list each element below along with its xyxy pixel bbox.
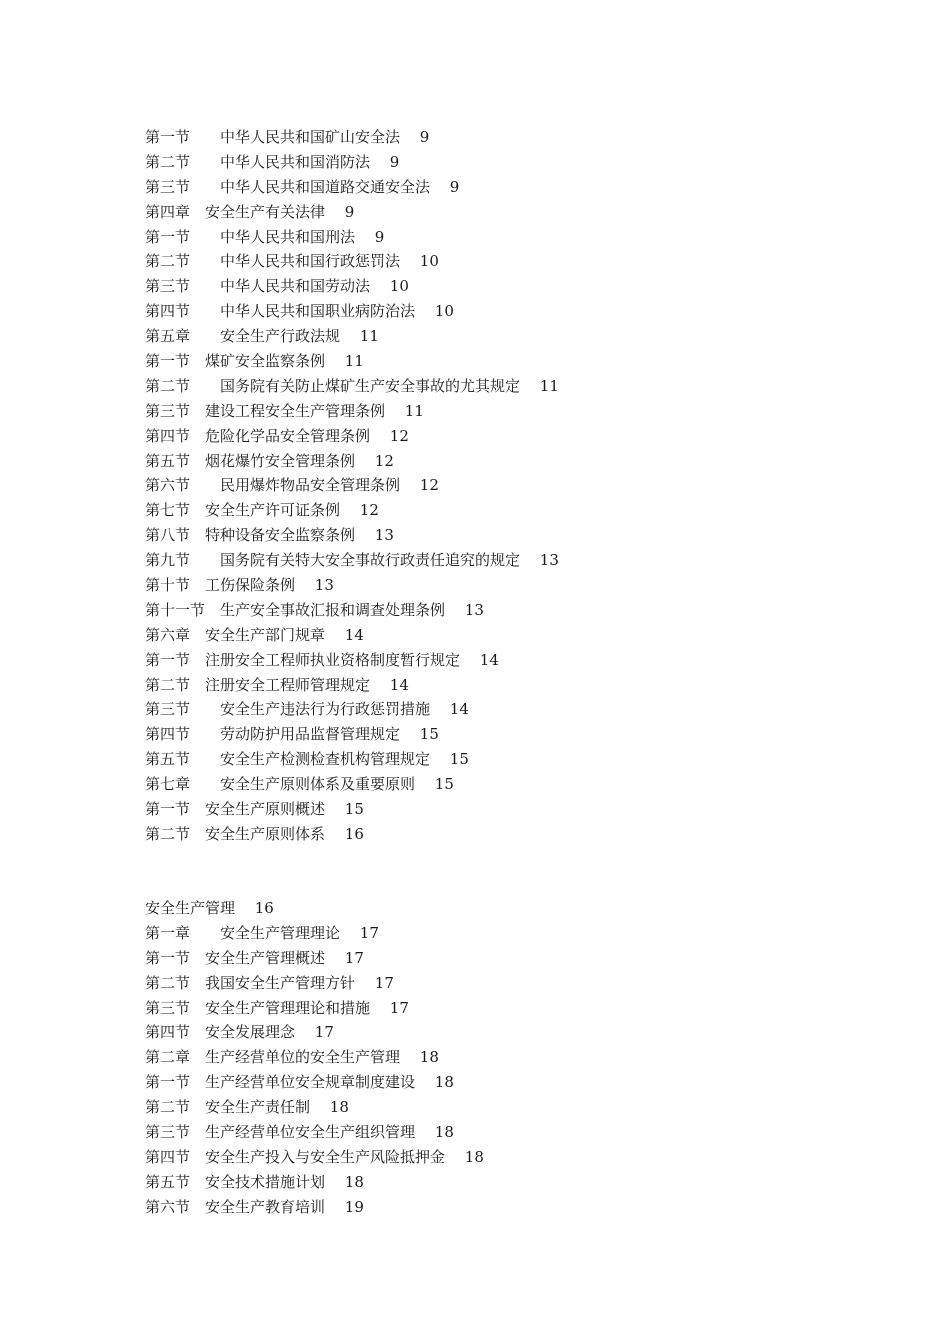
toc-entry: 第七章 安全生产原则体系及重要原则 15: [145, 775, 454, 794]
toc-entry: 第二节 中华人民共和国消防法 9: [145, 152, 400, 171]
toc-entry: 安全生产管理 16: [145, 899, 274, 917]
toc-entry: 第一节 注册安全工程师执业资格制度暂行规定 14: [145, 650, 499, 669]
toc-entry: 第五节 安全生产检测检查机构管理规定 15: [145, 750, 469, 769]
toc-entry: 第四节 劳动防护用品监督管理规定 15: [145, 725, 439, 744]
toc-entry: 第五节 烟花爆竹安全管理条例 12: [145, 451, 394, 470]
toc-entry: 第一节 安全生产管理概述 17: [145, 948, 364, 967]
toc-entry: 第九节 国务院有关特大安全事故行政责任追究的规定 13: [145, 551, 559, 570]
toc-entry: 第三节 建设工程安全生产管理条例 11: [145, 401, 424, 420]
toc-entry: 第七节 安全生产许可证条例 12: [145, 501, 379, 520]
toc-entry: 第一节 中华人民共和国刑法 9: [145, 227, 385, 246]
toc-entry: 第六节 安全生产教育培训 19: [145, 1197, 364, 1216]
toc-entry: 第二节 我国安全生产管理方针 17: [145, 973, 394, 992]
toc-entry: 第六章 安全生产部门规章 14: [145, 625, 364, 644]
toc-entry: 第一节 生产经营单位安全规章制度建设 18: [145, 1073, 454, 1092]
toc-entry: 第一章 安全生产管理理论 17: [145, 923, 379, 942]
toc-entry: 第八节 特种设备安全监察条例 13: [145, 526, 394, 545]
toc-entry: 第十节 工伤保险条例 13: [145, 576, 334, 595]
toc-entry: 第六节 民用爆炸物品安全管理条例 12: [145, 476, 439, 495]
toc-entry: 第二节 注册安全工程师管理规定 14: [145, 675, 409, 694]
toc-entry: 第四节 危险化学品安全管理条例 12: [145, 426, 409, 445]
toc-entry: 第二节 安全生产原则体系 16: [145, 824, 364, 843]
toc-entry: 第二节 安全生产责任制 18: [145, 1098, 349, 1117]
toc-entry: 第四节 安全生产投入与安全生产风险抵押金 18: [145, 1147, 484, 1166]
toc-entry: 第一节 中华人民共和国矿山安全法 9: [145, 128, 430, 146]
toc-entry: 第三节 安全生产违法行为行政惩罚措施 14: [145, 700, 469, 719]
toc-block-laws: [145, 125, 905, 847]
toc-entry: 第一节 煤矿安全监察条例 11: [145, 352, 364, 371]
toc-entry: 第十一节 生产安全事故汇报和调查处理条例 13: [145, 600, 484, 619]
toc-entry: 第五节 安全技术措施计划 18: [145, 1172, 364, 1191]
toc-entry: 第四节 安全发展理念 17: [145, 1023, 334, 1042]
toc-entry: 第四章 安全生产有关法律 9: [145, 202, 355, 221]
toc-block-management: [145, 896, 905, 1220]
toc-entry: 第一节 安全生产原则概述 15: [145, 800, 364, 819]
toc-entry: 第二节 中华人民共和国行政惩罚法 10: [145, 252, 439, 271]
toc-entry: 第三节 中华人民共和国劳动法 10: [145, 277, 409, 296]
toc-entry: 第三节 生产经营单位安全生产组织管理 18: [145, 1123, 454, 1142]
toc-entry: 第四节 中华人民共和国职业病防治法 10: [145, 302, 454, 321]
toc-entry: 第二节 国务院有关防止煤矿生产安全事故的尤其规定 11: [145, 376, 559, 395]
toc-entry: 第二章 生产经营单位的安全生产管理 18: [145, 1048, 439, 1067]
toc-entry: 第三节 中华人民共和国道路交通安全法 9: [145, 177, 460, 196]
toc-entry: 第五章 安全生产行政法规 11: [145, 327, 379, 346]
toc-entry: 第三节 安全生产管理理论和措施 17: [145, 998, 409, 1017]
